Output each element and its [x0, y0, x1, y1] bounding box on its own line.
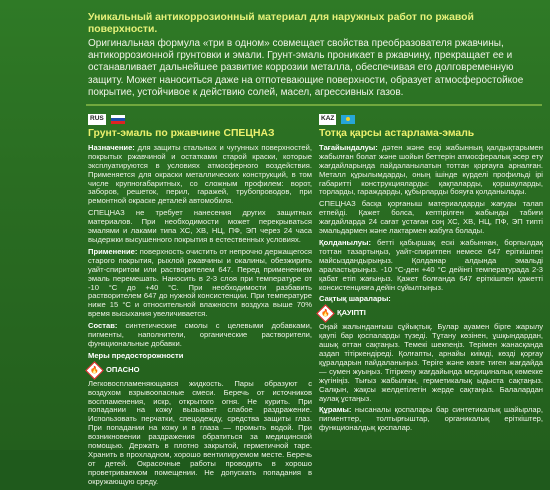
composition-lead: Құрамы: [319, 405, 352, 415]
purpose-text: для защиты стальных и чугунных поверхностей, покрытых ржавчиной и остатками старой краски, которые эксплуатируются в условиях атмосферного воздействия. Применяется для окраски металлических конструкций, в том числе крупногабаритных, со сложным профилем: ворот, заборов, решеток, перил, гаражей, трубопроводов, при ремонтной окраске деталей автомобиля. [88, 142, 312, 206]
application-text: поверхность очистить от непрочно держащегося старого покрытия, рыхлой ржавчины и окалины, обезжирить уайт-спиритом или растворителем 647. Перед применением эмаль перемешать. Наносить в 2-3 слоя при температуре от -10 °С до +40 °С. При необходимости разбавить растворителем 647 до нужной консистенции. При температуре ниже 15 °С и относительной влажности воздуха выше 70% время высыхания увеличивается. [88, 246, 312, 319]
purpose-lead: Назначение: [88, 142, 135, 152]
purpose-paragraph [88, 144, 312, 206]
russia-flag-icon [111, 115, 125, 124]
composition-text: нысаналы қоспалары бар синтетикалық шайырлар, пигменттер, толтырғыштар, органикалық еріткіштер, функционалдық қоспалар. [319, 405, 543, 433]
signal-word: ОПАСНО [106, 364, 140, 374]
hazard-row [88, 364, 312, 377]
composition-paragraph [319, 406, 543, 433]
precautions-title: Сақтық шаралары: [319, 294, 391, 304]
kazakhstan-flag-icon [341, 115, 355, 124]
flame-hazard-icon: 🔥 [316, 305, 334, 323]
language-row [88, 114, 312, 125]
kazakh-column [319, 114, 543, 436]
precautions-title: Меры предосторожности [88, 350, 184, 360]
overcoat-paragraph: СПЕЦНАЗ не требует нанесения других защитных материалов. При необходимости может перекрываться эмалями и лаками типа ХС, ХВ, НЦ, ПФ, ЭП через 24 часа выдержки высушенного покрытия в естественных условиях. [88, 208, 312, 244]
russian-column [88, 114, 312, 490]
flame-hazard-icon: 🔥 [85, 361, 103, 379]
composition-lead: Состав: [88, 321, 118, 331]
purpose-lead: Тағайындалуы: [319, 142, 378, 152]
precautions-text: Оңай жалынданғыш сұйықтық. Булар ауамен бірге жарылу қаупі бар қоспаларды түзеді. Тұтану көзінен, ұшқындардан, ашық оттан сақтаңыз. Темекі шекпеңіз. Терімен жанасқанда аздап тітіркендіреді. Қолғапты, арнайы киімді, көзді қорғау құралдарын пайдаланыңыз. Теріге және көзге тиген жағдайда — сумен жуыңыз. Тітіркену жағдайында медициналық көмекке жүгініңіз. Тығыз жабылған, герметикалық ыдыста сақтаңыз. Салқын, жақсы желдетілетін жерде сақтаңыз. Балалардан аулақ ұстаңыз. [319, 322, 543, 403]
hazard-row [319, 307, 543, 320]
language-row [319, 114, 543, 125]
product-name: Грунт-эмаль по ржавчине СПЕЦНАЗ [88, 127, 275, 139]
language-code: KAZ [319, 114, 336, 125]
composition-paragraph [88, 322, 312, 349]
application-lead: Қолданылуы: [319, 237, 371, 247]
signal-word: ҚАУІПТІ [337, 308, 366, 318]
overcoat-paragraph: СПЕЦНАЗ басқа қорғаныш материалдарды жағуды талап етпейді. Қажет болса, кептірілген жабынды табиғи жағдайларда 24 сағат ұстаған соң ХС, ХВ, НЦ, ПФ, ЭП типті эмальдармен және лактармен жабуға болады. [319, 199, 543, 236]
application-paragraph [319, 239, 543, 292]
purpose-text: дәтен және есқі жабынның қалдықтарымен жабылған болат және шойын беттерін атмосфералық әсер ету жағдайларында пайдаланылатын тоттан қорғауға арналған. Металл құрылымдарды, оның ішінде күрделі профильді ірі габаритті конструкцияларды: қақпаларды, қоршауларды, торларды, гараждарды, құбырларды бояуға қолданылады. [319, 142, 543, 197]
product-name: Тотқа қарсы астарлама-эмаль [319, 127, 475, 139]
language-code: RUS [88, 114, 106, 125]
precautions-text: Легковоспламеняющаяся жидкость. Пары образуют с воздухом взрывоопасные смеси. Беречь от источников воспламенения, искр, открытого огня. Не курить. При попадании на кожу вызывает слабое раздражение. Использовать перчатки, спецодежду, средства защиты глаз. При попадании на кожу и в глаза — промыть водой. При возникновении раздражения обратиться за медицинской помощью. Держать в плотно закрытой, герметичной таре. Хранить в прохладном, хорошо вентилируемом месте. Беречь от детей. Окрасочные работы проводить в хорошо проветриваемом помещении. Не допускать попадания в окружающую среду. [88, 378, 312, 486]
application-lead: Применение: [88, 246, 138, 256]
application-paragraph [88, 248, 312, 319]
header-description: Оригинальная формула «три в одном» совмещает свойства преобразователя ржавчины, антикоррозионной грунтовки и эмали. Грунт-эмаль проникает в ржавчину, прекращает ее и останавливает дальнейшее развитие коррозии металла, обеспечивая его долговременную защиту. Может наноситься даже на отпотевающие поверхности, образует атмосферостойкое покрытие, устойчивое к действию солей, масел, агрессивных газов. [88, 38, 524, 98]
header [88, 12, 543, 99]
header-title: Уникальный антикоррозионный материал для наружных работ по ржавой поверхности. [88, 12, 474, 35]
divider [86, 104, 542, 106]
composition-text: синтетические смолы с целевыми добавками, пигменты, наполнители, органические растворители, функциональные добавки. [88, 321, 312, 348]
application-text: бетті қабыршақ ескі жабыннан, борпылдақ тоттан тазартыңыз, уайт-спиритпен немесе 647 еріткішпен майсыздандырыңыз. Қолданар алдында эмальді араластырыңыз. -10 °С-ден +40 °С дейінгі температурада 2-3 қабат етіп жағыңыз. Қажет болғанда 647 еріткішпен қажетті консистенцияға дейін сұйылтыңыз. [319, 237, 543, 292]
purpose-paragraph [319, 144, 543, 197]
